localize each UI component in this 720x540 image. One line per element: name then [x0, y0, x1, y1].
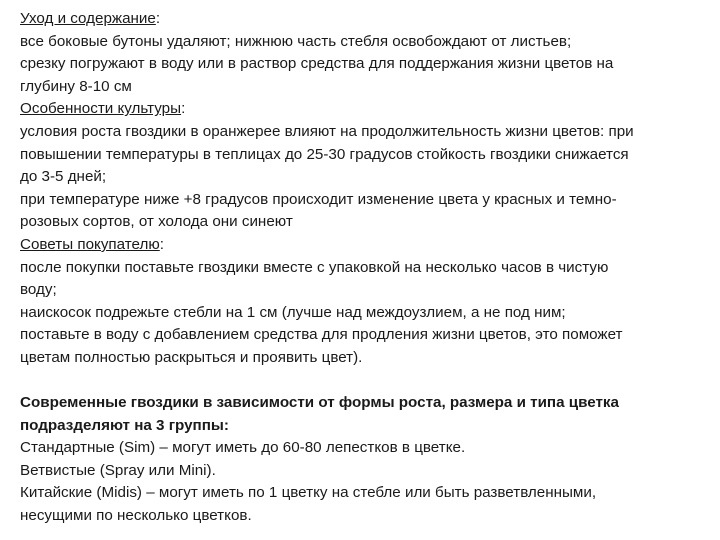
section-groups: [20, 392, 705, 528]
section-culture-features: [20, 98, 705, 234]
text-line: Китайские (Midis) – могут иметь по 1 цветку на стебле или быть разветвленными,: [20, 484, 597, 502]
text-line: срезку погружают в воду или в раствор средства для поддержания жизни цветов на: [20, 55, 614, 73]
section-heading-line: [20, 98, 705, 121]
text-line: Ветвистые (Spray или Mini).: [20, 461, 216, 479]
section-heading: Особенности культуры: [20, 100, 182, 118]
text-line: несущими по несколько цветков.: [20, 507, 252, 525]
text-line: глубину 8-10 см: [20, 77, 132, 95]
text-line: условия роста гвоздики в оранжерее влияют на продолжительность жизни цветов: при: [20, 122, 634, 140]
heading-colon: :: [159, 235, 164, 253]
text-line: Стандартные (Sim) – могут иметь до 60-80 лепестков в цветке.: [20, 439, 466, 457]
section-heading-line: [20, 234, 705, 257]
text-line: поставьте в воду с добавлением средства для продления жизни цветов, это поможет: [20, 326, 623, 344]
paragraph-gap: [20, 370, 705, 393]
text-line: до 3-5 дней;: [20, 168, 107, 186]
section-heading-line: [20, 8, 705, 31]
section-heading: Уход и содержание: [20, 10, 156, 27]
section-care: [20, 8, 705, 98]
text-line: после покупки поставьте гвоздики вместе с упаковкой на несколько часов в чистую: [20, 258, 609, 276]
section-heading: Советы покупателю: [20, 235, 160, 253]
document-body: [20, 8, 705, 528]
section-buyer-tips: [20, 234, 705, 370]
text-line: цветам полностью раскрыться и проявить цвет).: [20, 348, 363, 366]
heading-colon: :: [181, 100, 186, 118]
text-line: повышении температуры в теплицах до 25-30 градусов стойкость гвоздики снижается: [20, 145, 629, 163]
text-line: все боковые бутоны удаляют; нижнюю часть стебля освобождают от листьев;: [20, 32, 572, 50]
text-line: воду;: [20, 281, 57, 299]
heading-colon: :: [155, 10, 161, 27]
text-line: розовых сортов, от холода они синеют: [20, 213, 293, 231]
bold-intro-line: Современные гвоздики в зависимости от формы роста, размера и типа цветка: [20, 394, 619, 412]
text-line: при температуре ниже +8 градусов происходит изменение цвета у красных и темно-: [20, 190, 617, 208]
bold-intro-line: подразделяют на 3 группы:: [20, 416, 229, 434]
text-line: наискосок подрежьте стебли на 1 см (лучше над междоузлием, а не под ним;: [20, 303, 566, 321]
